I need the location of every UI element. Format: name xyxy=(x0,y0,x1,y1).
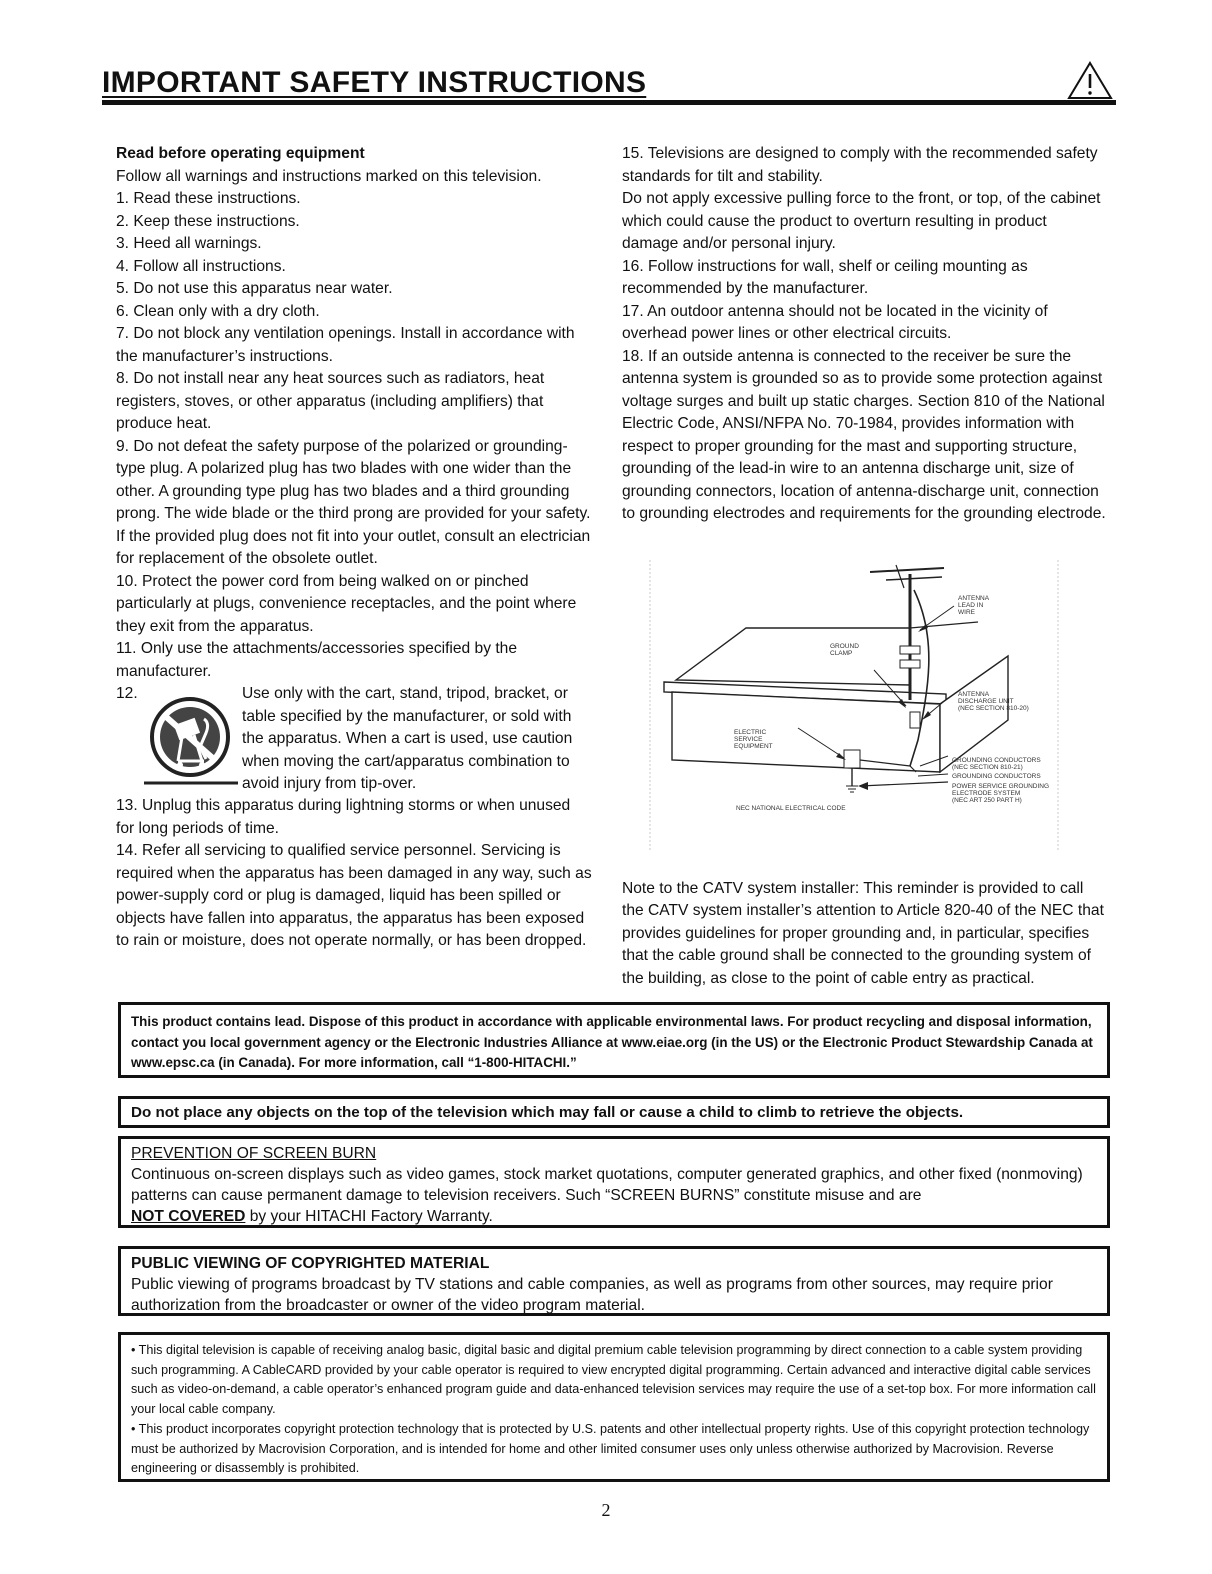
public-viewing-notice xyxy=(118,1246,1110,1316)
section-heading: Read before operating equipment xyxy=(116,145,365,162)
placement-warning xyxy=(118,1096,1110,1128)
cart-tip-over-warning-icon xyxy=(142,691,242,791)
notice-text: • This digital television is capable of receiving analog basic, digital basic and digital premium cable television programming by direct connection to a cable system providing such programming. A CableCARD provided by your cable operator is required to view encrypted digital programming. Certain advanced and interactive digital cable services such as video-on-demand, a cable operator’s enhanced program guide and data-enhanced television services may require the use of a set-top box. For more information call your local cable company. xyxy=(131,1343,1096,1417)
diagram-label: GROUNDING CONDUCTORS xyxy=(952,757,1041,764)
instruction-item: 1. Read these instructions. xyxy=(116,190,301,207)
diagram-label: GROUNDING CONDUCTORS xyxy=(952,773,1041,780)
notice-heading: PUBLIC VIEWING OF COPYRIGHTED MATERIAL xyxy=(131,1255,490,1272)
item-text: Use only with the cart, stand, tripod, bracket, or table specified by the manufacturer, or sold with the apparatus. When a cart is used, use caution when moving the cart/apparatus combination to avoid injury from tip-over. xyxy=(242,685,573,792)
catv-installer-note: Note to the CATV system installer: This reminder is provided to call the CATV system installer’s attention to Article 820-40 of the NEC that provides guidelines for proper grounding and, in particular, specifies that the cable ground shall be connected to the grounding system of the building, as close to the point of cable entry as practical. xyxy=(622,879,1104,987)
intro-text: Follow all warnings and instructions marked on this television. xyxy=(116,167,542,185)
diagram-label: (NEC SECTION 810-21) xyxy=(952,764,1023,771)
page-number: 2 xyxy=(601,1500,611,1520)
title-rule xyxy=(102,100,1116,105)
instruction-item: 13. Unplug this apparatus during lightning storms or when unused for long periods of time. xyxy=(116,797,571,837)
diagram-label: POWER SERVICE GROUNDING xyxy=(952,783,1050,790)
page-title: IMPORTANT SAFETY INSTRUCTIONS xyxy=(102,66,647,99)
notice-text: Public viewing of programs broadcast by TV stations and cable companies, as well as programs from other sources, may require prior authorization from the broadcaster or owner of the video program material. xyxy=(131,1276,1053,1314)
instruction-item: 6. Clean only with a dry cloth. xyxy=(116,302,320,320)
notice-text: This product contains lead. Dispose of this product in accordance with applicable environmental laws. For product recycling and disposal information, contact you local government agency or the Electronic Industries Alliance at www.eiae.org (in the US) or the Electronic Product Stewardship Canada at www.epsc.ca (in Canada). For more information, call “1-800-HITACHI.” xyxy=(131,1014,1093,1070)
instruction-item: Do not apply excessive pulling force to the front, or top, of the cabinet which could cause the product to overturn resulting in product damage and/or personal injury. xyxy=(622,190,1101,252)
notice-text: • This product incorporates copyright protection technology that is protected by U.S. patents and other intellectual property rights. Use of this copyright protection technology must be authorized by Macrovision Corporation, and is intended for home and other limited consumer uses only unless otherwise authorized by Macrovision. Reverse engineering or disassembly is prohibited. xyxy=(131,1421,1090,1476)
lead-disposal-notice xyxy=(118,1002,1110,1078)
notice-heading: PREVENTION OF SCREEN BURN xyxy=(131,1145,377,1162)
instruction-item: 4. Follow all instructions. xyxy=(116,257,286,275)
instruction-item: 14. Refer all servicing to qualified service personnel. Servicing is required when the apparatus has been damaged in any way, such as power-supply cord or plug is damaged, liquid has been spilled or objects have fallen into apparatus, the apparatus has been exposed to rain or moisture, does not operate normally, or has been dropped. xyxy=(116,842,592,949)
instruction-item: 11. Only use the attachments/accessories specified by the manufacturer. xyxy=(116,640,518,680)
notice-text: Do not place any objects on the top of the television which may fall or cause a child to climb to retrieve the objects. xyxy=(131,1104,964,1121)
diagram-label: ELECTRIC xyxy=(734,729,767,736)
instruction-item-cart xyxy=(116,683,592,795)
instruction-item: 7. Do not block any ventilation openings. Install in accordance with the manufacturer’s instructions. xyxy=(116,325,575,365)
instruction-item: 17. An outdoor antenna should not be located in the vicinity of overhead power lines or other electrical circuits. xyxy=(622,302,1048,342)
instruction-item: 9. Do not defeat the safety purpose of the polarized or grounding-type plug. A polarized plug has two blades with one wider than the other. A grounding type plug has two blades and a third grounding prong. The wide blade or the third prong are provided for your safety. If the provided plug does not fit into your outlet, consult an electrician for replacement of the obsolete outlet. xyxy=(116,437,591,567)
notice-body: Continuous on-screen displays such as video games, stock market quotations, computer generated graphics, and other fixed (nonmoving) patterns can cause permanent damage to television receivers. Such “SCREEN BURNS” constitute misuse and are xyxy=(131,1166,1083,1204)
diagram-label: CLAMP xyxy=(830,650,853,657)
screen-burn-notice xyxy=(118,1136,1110,1228)
instruction-item: 10. Protect the power cord from being walked on or pinched particularly at plugs, convenience receptacles, and the point where they exit from the apparatus. xyxy=(116,572,577,635)
diagram-label: (NEC ART 250 PART H) xyxy=(952,797,1022,804)
diagram-label: (NEC SECTION 810-20) xyxy=(958,705,1029,712)
instruction-item: 15. Televisions are designed to comply with the recommended safety standards for tilt and stability. xyxy=(622,145,1098,185)
diagram-label: GROUND xyxy=(830,643,859,650)
right-column xyxy=(622,143,1107,526)
notice-text xyxy=(131,1164,1097,1227)
diagram-label: ANTENNA xyxy=(958,595,990,602)
instruction-item: 5. Do not use this apparatus near water. xyxy=(116,280,393,297)
antenna-grounding-diagram xyxy=(648,560,1060,850)
diagram-label: SERVICE xyxy=(734,736,763,743)
diagram-label: ELECTRODE SYSTEM xyxy=(952,790,1021,797)
notice-body-end: by your HITACHI Factory Warranty. xyxy=(245,1208,493,1225)
instruction-item: 3. Heed all warnings. xyxy=(116,235,262,252)
digital-cable-notice xyxy=(118,1332,1110,1482)
diagram-label: NEC NATIONAL ELECTRICAL CODE xyxy=(736,805,846,812)
diagram-label: WIRE xyxy=(958,609,975,616)
diagram-label: ANTENNA xyxy=(958,691,990,698)
diagram-label: DISCHARGE UNIT xyxy=(958,698,1014,705)
not-covered-emphasis: NOT COVERED xyxy=(131,1208,246,1225)
instruction-item: 18. If an outside antenna is connected to the receiver be sure the antenna system is grounded so as to provide some protection against voltage surges and built up static charges. Section 810 of the National Electric Code, ANSI/NFPA No. 70-1984, provides information with respect to proper grounding for the mast and supporting structure, grounding of the lead-in wire to an antenna discharge unit, size of grounding connectors, location of antenna-discharge unit, connection to grounding electrodes and requirements for the grounding electrode. xyxy=(622,347,1106,522)
warning-triangle-icon xyxy=(1066,60,1114,100)
instruction-item: 2. Keep these instructions. xyxy=(116,212,300,230)
instruction-item: 8. Do not install near any heat sources such as radiators, heat registers, stoves, or other apparatus (including amplifiers) that produce heat. xyxy=(116,370,545,432)
item-number: 12. xyxy=(116,685,138,702)
diagram-label: LEAD IN xyxy=(958,602,984,609)
diagram-label: EQUIPMENT xyxy=(734,743,773,750)
instruction-item: 16. Follow instructions for wall, shelf or ceiling mounting as recommended by the manufacturer. xyxy=(622,257,1028,297)
left-column xyxy=(116,143,592,953)
